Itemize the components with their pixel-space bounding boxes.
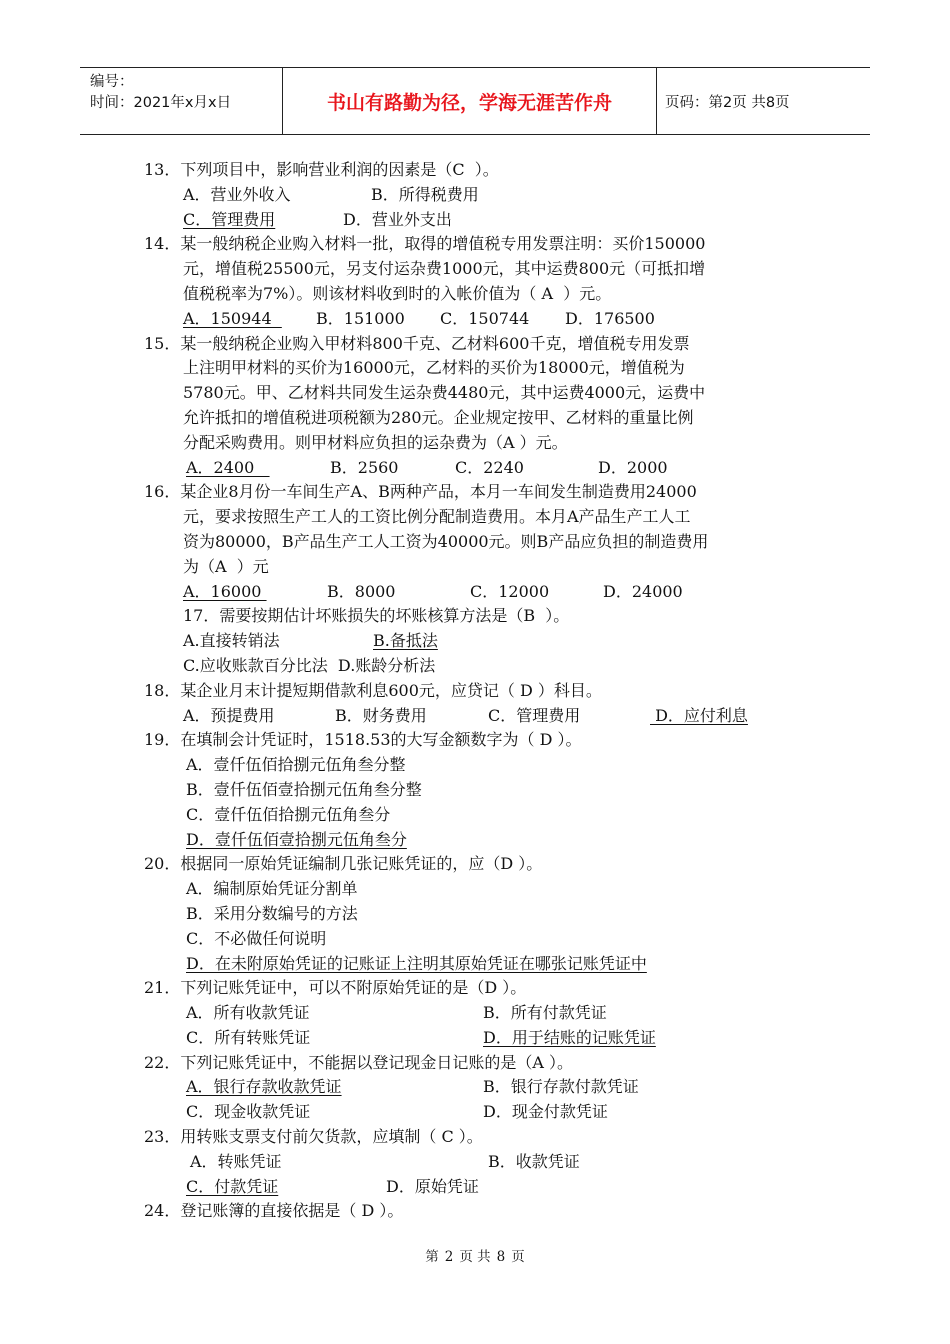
text-segment: C．不必做任何说明 <box>186 928 327 948</box>
footer-total-pages: 8 <box>496 1249 506 1265</box>
answer-option-correct: A．150944 <box>183 308 282 328</box>
text-segment: 值税税率为7%）。则该材料收到时的入帐价值为（ A ）元。 <box>183 283 612 303</box>
answer-option-correct: A．16000 <box>183 581 267 601</box>
text-line <box>0 654 950 679</box>
text-segment: D．营业外支出 <box>343 209 452 229</box>
text-line <box>0 555 950 580</box>
answer-option-correct: A．银行存款收款凭证 <box>186 1077 342 1097</box>
text-segment: D．原始凭证 <box>386 1176 479 1196</box>
text-line <box>0 1199 950 1224</box>
number-label: 编号： <box>90 74 134 90</box>
text-segment: B．收款凭证 <box>488 1151 580 1171</box>
text-line <box>0 778 950 803</box>
text-segment: C．管理费用 <box>488 705 581 725</box>
text-line <box>0 158 950 183</box>
text-line <box>0 530 950 555</box>
answer-option-correct: C．付款凭证 <box>186 1176 279 1196</box>
text-line <box>0 183 950 208</box>
text-segment: 资为80000，B产品生产工人工资为40000元。则B产品应负担的制造费用 <box>183 531 709 551</box>
text-segment: 24．登记账簿的直接依据是（ D ）。 <box>144 1201 404 1221</box>
answer-option-correct: C．管理费用 <box>183 209 276 229</box>
text-line <box>0 704 950 729</box>
text-line <box>0 629 950 654</box>
text-segment: 元，要求按照生产工人的工资比例分配制造费用。本月A产品生产工人工 <box>183 507 691 527</box>
text-line <box>0 1075 950 1100</box>
text-line <box>0 480 950 505</box>
text-segment: 允许抵扣的增值税进项税额为280元。企业规定按甲、乙材料的重量比例 <box>183 407 694 427</box>
text-segment: C．2240 <box>455 457 524 477</box>
text-segment: 19．在填制会计凭证时，1518.53的大写金额数字为（ D ）。 <box>144 730 582 750</box>
text-segment: B．财务费用 <box>335 705 427 725</box>
footer-prefix: 第 <box>425 1249 439 1265</box>
text-segment: A．营业外收入 <box>183 184 291 204</box>
text-line <box>0 332 950 357</box>
text-line <box>0 307 950 332</box>
text-segment: B．所有付款凭证 <box>483 1003 607 1023</box>
text-segment: B．银行存款付款凭证 <box>483 1077 639 1097</box>
text-segment: C．现金收款凭证 <box>186 1102 311 1122</box>
answer-option-correct: D．在未附原始凭证的记账证上注明其原始凭证在哪张记账凭证中 <box>186 953 647 973</box>
text-segment: 23．用转账支票支付前欠货款，应填制（ C ）。 <box>144 1127 483 1147</box>
text-line <box>0 902 950 927</box>
text-line <box>0 456 950 481</box>
text-segment: C．所有转账凭证 <box>186 1027 311 1047</box>
answer-option-correct: A．2400 <box>186 457 270 477</box>
text-line <box>0 580 950 605</box>
text-line <box>0 431 950 456</box>
text-segment: 为（A ）元 <box>183 556 269 576</box>
text-line <box>0 1051 950 1076</box>
text-segment: A．转账凭证 <box>190 1151 282 1171</box>
text-segment: 分配采购费用。则甲材料应负担的运杂费为（A ）元。 <box>183 432 568 452</box>
answer-option-correct: D．应付利息 <box>650 705 748 725</box>
text-segment: A．编制原始凭证分割单 <box>186 879 358 899</box>
text-segment: 14．某一般纳税企业购入材料一批，取得的增值税专用发票注明：买价150000 <box>144 234 706 254</box>
text-line <box>0 1125 950 1150</box>
text-line <box>0 381 950 406</box>
page-footer <box>0 1245 950 1265</box>
text-line <box>0 1001 950 1026</box>
text-line <box>0 679 950 704</box>
text-segment: B．所得税费用 <box>371 184 479 204</box>
answer-option-correct: B.备抵法 <box>373 631 438 651</box>
text-line <box>0 927 950 952</box>
text-segment: B．2560 <box>330 457 399 477</box>
text-line <box>0 1175 950 1200</box>
text-line <box>0 282 950 307</box>
text-line <box>0 728 950 753</box>
text-line <box>0 208 950 233</box>
text-line <box>0 356 950 381</box>
text-line <box>0 604 950 629</box>
text-segment: 15．某一般纳税企业购入甲材料800千克、乙材料600千克，增值税专用发票 <box>144 333 690 353</box>
text-segment: C．12000 <box>470 581 550 601</box>
text-line <box>0 828 950 853</box>
text-segment: D．176500 <box>565 308 655 328</box>
text-segment: 21．下列记账凭证中，可以不附原始凭证的是（D ）。 <box>144 978 527 998</box>
text-segment: B．151000 <box>316 308 405 328</box>
text-line <box>0 505 950 530</box>
text-line <box>0 1100 950 1125</box>
text-segment: 13．下列项目中，影响营业利润的因素是（C ）。 <box>144 160 499 179</box>
text-line <box>0 406 950 431</box>
answer-option-correct: D．用于结账的记账凭证 <box>483 1027 656 1047</box>
text-line <box>0 1150 950 1175</box>
text-line <box>0 803 950 828</box>
footer-mid: 页 共 <box>459 1249 491 1265</box>
text-segment: B．8000 <box>327 581 396 601</box>
text-segment: C．壹仟伍佰拾捌元伍角叁分 <box>186 804 391 824</box>
text-line <box>0 257 950 282</box>
text-segment: D．2000 <box>598 457 668 477</box>
text-segment: A.直接转销法 <box>183 631 280 651</box>
text-segment: 22．下列记账凭证中，不能据以登记现金日记账的是（A ）。 <box>144 1052 574 1072</box>
text-line <box>0 753 950 778</box>
text-segment: D．24000 <box>603 581 683 601</box>
text-line <box>0 952 950 977</box>
answer-option-correct: D．壹仟伍佰壹拾捌元伍角叁分 <box>186 829 407 849</box>
text-segment: 18．某企业月末计提短期借款利息600元，应贷记（ D ）科目。 <box>144 680 602 700</box>
text-line <box>0 232 950 257</box>
text-line <box>0 1026 950 1051</box>
header-left-cell <box>80 68 283 134</box>
text-line <box>0 976 950 1001</box>
header-motto: 书山有路勤为径，学海无涯苦作舟 <box>283 68 657 134</box>
text-segment: 16．某企业8月份一车间生产A、B两种产品，本月一车间发生制造费用24000 <box>144 482 697 502</box>
text-segment: A．预提费用 <box>183 705 275 725</box>
text-segment: 5780元。甲、乙材料共同发生运杂费4480元，其中运费4000元，运费中 <box>183 383 706 403</box>
footer-suffix: 页 <box>511 1249 525 1265</box>
text-segment: 20．根据同一原始凭证编制几张记账凭证的，应（D ）。 <box>144 854 543 874</box>
text-segment: B．壹仟伍佰壹拾捌元伍角叁分整 <box>186 779 422 799</box>
page-header <box>80 67 870 135</box>
text-segment: C．150744 <box>440 308 530 328</box>
text-segment: A．壹仟伍佰拾捌元伍角叁分整 <box>186 755 406 775</box>
text-segment: A．所有收款凭证 <box>186 1003 310 1023</box>
time-label: 时间：2021年x月x日 <box>90 95 232 111</box>
text-segment: C.应收账款百分比法 D.账龄分析法 <box>183 655 436 675</box>
text-segment: B．采用分数编号的方法 <box>186 903 358 923</box>
question-content <box>0 158 950 1224</box>
text-segment: 元，增值税25500元，另支付运杂费1000元，其中运费800元（可抵扣增 <box>183 259 706 279</box>
footer-page-number: 2 <box>444 1249 454 1265</box>
text-line <box>0 877 950 902</box>
header-page-info: 页码：第2页 共8页 <box>665 94 790 111</box>
text-line <box>0 852 950 877</box>
text-segment: D．现金付款凭证 <box>483 1102 608 1122</box>
text-segment: 17．需要按期估计坏账损失的坏账核算方法是（B ）。 <box>183 606 570 626</box>
text-segment: 上注明甲材料的买价为16000元，乙材料的买价为18000元，增值税为 <box>183 358 685 378</box>
